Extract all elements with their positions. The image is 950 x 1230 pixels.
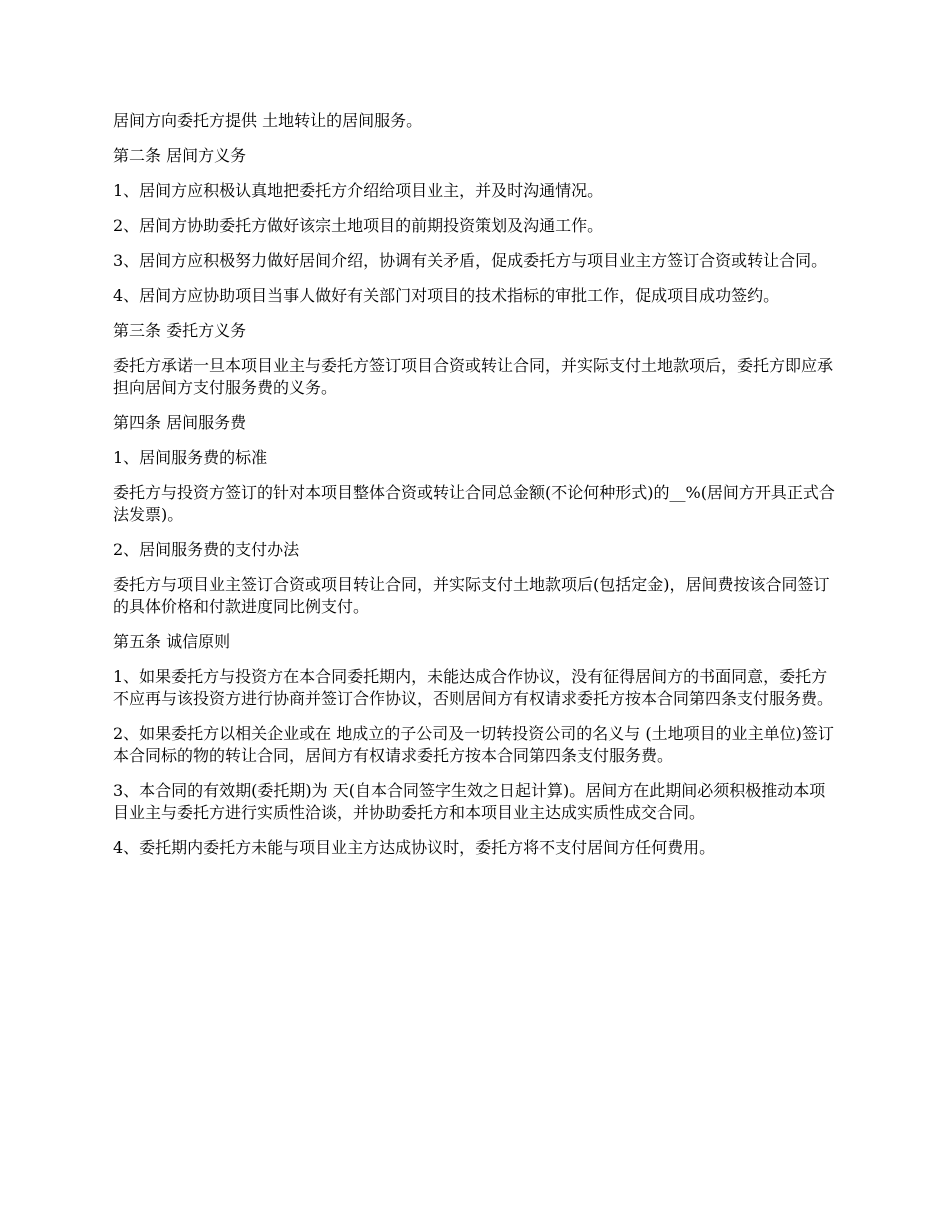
paragraph-2-4: 4、居间方应协助项目当事人做好有关部门对项目的技术指标的审批工作，促成项目成功签约。 [113, 286, 780, 305]
paragraph-5-4: 4、委托期内委托方未能与项目业主方达成协议时，委托方将不支付居间方任何费用。 [113, 838, 716, 857]
document-page [113, 110, 835, 872]
paragraph-4-2-title: 2、居间服务费的支付办法 [113, 540, 300, 559]
paragraph-intro: 居间方向委托方提供 土地转让的居间服务。 [113, 111, 423, 130]
paragraph-2-1: 1、居间方应积极认真地把委托方介绍给项目业主，并及时沟通情况。 [113, 181, 604, 200]
heading-article-4: 第四条 居间服务费 [113, 413, 247, 432]
heading-article-2: 第二条 居间方义务 [113, 146, 247, 165]
paragraph-5-2: 2、如果委托方以相关企业或在 地成立的子公司及一切转投资公司的名义与 (土地项目的业主单位)签订本合同标的物的转让合同，居间方有权请求委托方按本合同第四条支付服务费。 [113, 724, 834, 765]
paragraph-2-3: 3、居间方应积极努力做好居间介绍，协调有关矛盾，促成委托方与项目业主方签订合资或转让合同。 [113, 251, 828, 270]
heading-article-5: 第五条 诚信原则 [113, 632, 231, 651]
paragraph-4-1-title: 1、居间服务费的标准 [113, 448, 268, 467]
paragraph-5-3: 3、本合同的有效期(委托期)为 天(自本合同签字生效之日起计算)。居间方在此期间必须积极推动本项目业主与委托方进行实质性洽谈，并协助委托方和本项目业主达成实质性成交合同。 [113, 781, 826, 822]
paragraph-3-1: 委托方承诺一旦本项目业主与委托方签订项目合资或转让合同，并实际支付土地款项后，委托方即应承担向居间方支付服务费的义务。 [113, 356, 834, 397]
paragraph-4-2-body: 委托方与项目业主签订合资或项目转让合同，并实际支付土地款项后(包括定金)，居间费按该合同签订的具体价格和付款进度同比例支付。 [113, 575, 830, 616]
paragraph-2-2: 2、居间方协助委托方做好该宗土地项目的前期投资策划及沟通工作。 [113, 216, 604, 235]
paragraph-4-1-body: 委托方与投资方签订的针对本项目整体合资或转让合同总金额(不论何种形式)的__%(居间方开具正式合法发票)。 [113, 483, 835, 524]
heading-article-3: 第三条 委托方义务 [113, 321, 247, 340]
paragraph-5-1: 1、如果委托方与投资方在本合同委托期内，未能达成合作协议，没有征得居间方的书面同意，委托方不应再与该投资方进行协商并签订合作协议，否则居间方有权请求委托方按本合同第四条支付服务费。 [113, 667, 834, 708]
